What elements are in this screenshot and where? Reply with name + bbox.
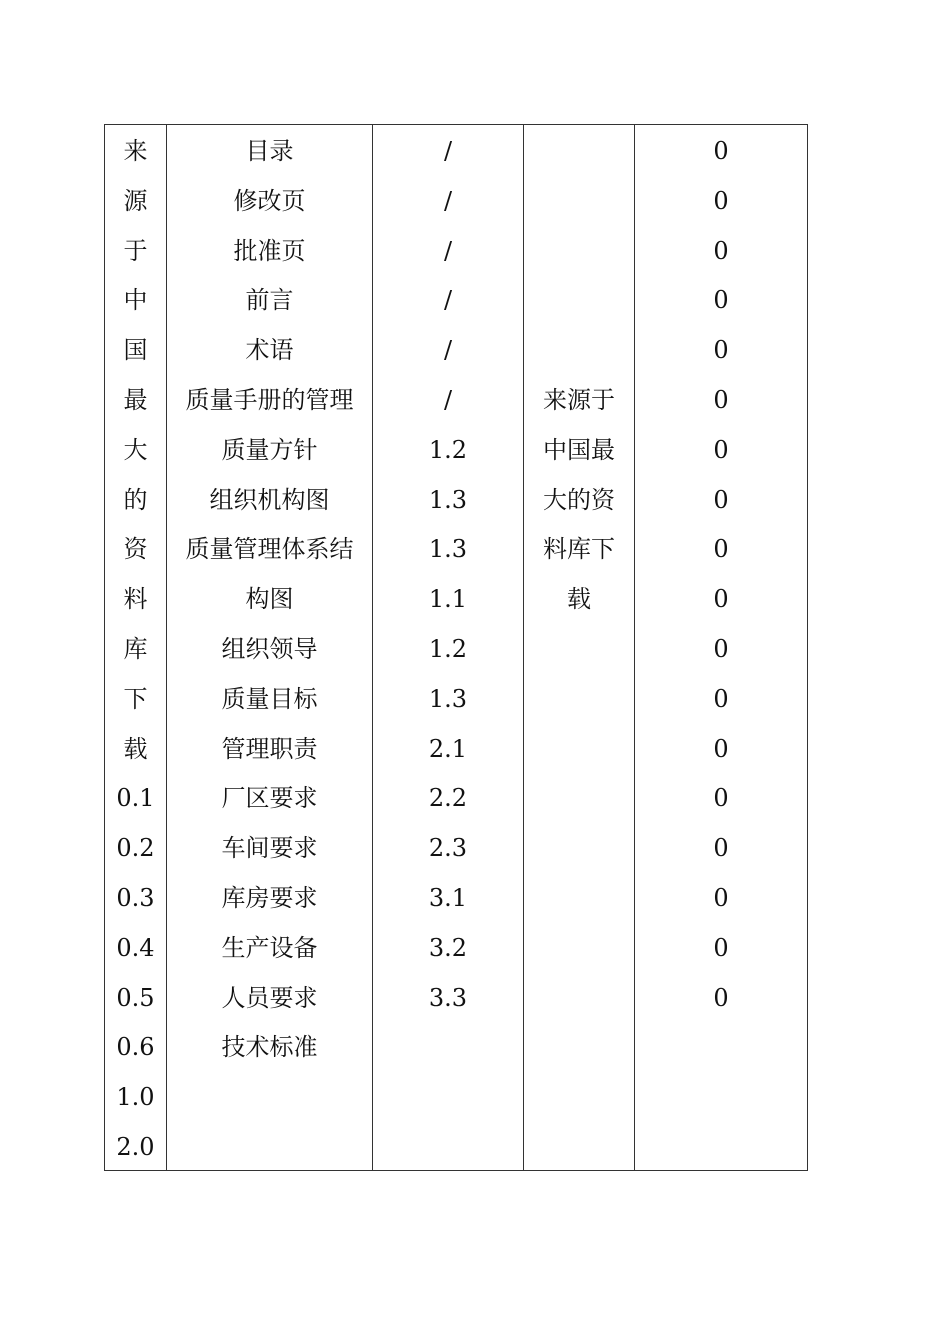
cell-text: 0: [713, 983, 729, 1012]
cell-text: 库房要求: [221, 883, 318, 912]
cell-text: 管理职责: [221, 734, 318, 763]
cell-text: 0: [713, 784, 729, 813]
cell-text: 2.1: [428, 734, 468, 763]
cell-text: 批准页: [233, 236, 306, 265]
cell-text: 0.3: [116, 883, 155, 912]
cell-text: 0: [713, 634, 729, 663]
cell-text: 于: [123, 236, 148, 265]
cell-text: 目录: [245, 137, 294, 165]
cell-text: 的: [123, 485, 148, 514]
cell-text: 国: [123, 336, 148, 365]
cell-text: 技术标准: [221, 1033, 318, 1062]
cell-text: 0.5: [116, 983, 155, 1012]
cell-text: 质量方针: [221, 435, 318, 464]
table-column-5: [635, 125, 807, 1170]
cell-text: 载: [123, 734, 148, 763]
cell-text: 0.6: [116, 1033, 155, 1062]
cell-text: 修改页: [233, 186, 306, 215]
table-column-2: [167, 125, 373, 1170]
cell-text: /: [443, 186, 453, 215]
cell-text: 最: [123, 385, 148, 414]
cell-text: 3.3: [428, 983, 468, 1012]
cell-text: 0: [713, 734, 729, 763]
cell-text: 1.2: [428, 634, 468, 663]
cell-text: 质量手册的管理: [185, 385, 354, 414]
cell-text: 前言: [245, 286, 294, 315]
cell-text: 1.1: [428, 585, 468, 614]
cell-text: 生产设备: [221, 933, 318, 962]
cell-text: 0: [713, 834, 729, 863]
cell-text: 2.0: [116, 1132, 155, 1161]
cell-text: 构图: [245, 585, 294, 614]
cell-text: 1.3: [428, 485, 468, 514]
column-5-lines: [635, 127, 807, 1023]
cell-text: 0: [713, 485, 729, 514]
cell-text: 0: [713, 535, 729, 564]
cell-text: 1.3: [428, 684, 468, 713]
cell-text: 0: [713, 186, 729, 215]
column-1-lines: [105, 127, 166, 1173]
cell-text: /: [443, 286, 453, 315]
cell-text: 中国最: [543, 435, 615, 464]
cell-text: 大的资: [543, 485, 615, 514]
cell-text: 源: [123, 186, 148, 215]
cell-text: 1.3: [428, 535, 468, 564]
cell-text: 2.3: [428, 834, 468, 863]
cell-text: 来: [123, 137, 148, 165]
cell-text: 组织领导: [221, 634, 318, 663]
cell-text: /: [443, 336, 453, 365]
cell-text: 来源于: [543, 386, 615, 414]
table-column-3: [373, 125, 524, 1170]
cell-text: 0: [713, 684, 729, 713]
cell-text: /: [443, 385, 453, 414]
column-4-lines: [524, 376, 634, 625]
cell-text: 车间要求: [221, 834, 318, 863]
cell-text: 2.2: [428, 784, 468, 813]
cell-text: 0: [713, 385, 729, 414]
column-3-lines: [373, 127, 523, 1023]
cell-text: 资: [123, 535, 148, 564]
cell-text: 载: [567, 585, 591, 614]
cell-text: 0.4: [116, 933, 155, 962]
cell-text: /: [443, 236, 453, 265]
cell-text: 料库下: [543, 535, 615, 564]
cell-text: 组织机构图: [209, 485, 330, 514]
cell-text: 人员要求: [221, 983, 318, 1012]
cell-text: 0: [713, 435, 729, 464]
cell-text: 下: [123, 684, 148, 713]
cell-text: 1.2: [428, 435, 468, 464]
cell-text: 质量目标: [221, 684, 318, 713]
cell-text: /: [443, 137, 453, 165]
cell-text: 0: [713, 137, 729, 165]
cell-text: 厂区要求: [221, 784, 318, 813]
cell-text: 0: [713, 933, 729, 962]
cell-text: 0.2: [116, 834, 155, 863]
cell-text: 3.1: [428, 883, 468, 912]
cell-text: 中: [123, 286, 148, 315]
column-2-lines: [167, 127, 372, 1073]
document-table: [104, 124, 808, 1171]
cell-text: 大: [123, 435, 148, 464]
cell-text: 0: [713, 236, 729, 265]
cell-text: 质量管理体系结: [185, 535, 354, 564]
cell-text: 库: [123, 634, 148, 663]
cell-text: 3.2: [428, 933, 468, 962]
cell-text: 1.0: [116, 1083, 155, 1112]
cell-text: 0: [713, 585, 729, 614]
cell-text: 术语: [245, 336, 294, 365]
table-column-1: [105, 125, 167, 1170]
cell-text: 0: [713, 336, 729, 365]
cell-text: 料: [123, 585, 148, 614]
table-column-4: [524, 125, 635, 1170]
cell-text: 0: [713, 883, 729, 912]
cell-text: 0.1: [116, 784, 155, 813]
cell-text: 0: [713, 286, 729, 315]
